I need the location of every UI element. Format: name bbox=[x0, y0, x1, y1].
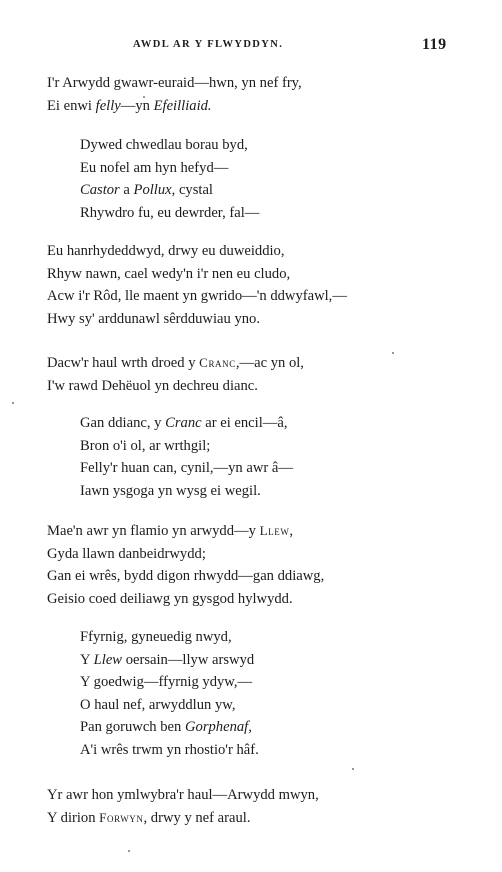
stanza bbox=[47, 784, 319, 829]
verse-line bbox=[80, 457, 293, 480]
stanza bbox=[80, 626, 259, 761]
verse-text: O haul nef, arwyddlun yw, bbox=[80, 696, 236, 713]
verse-line bbox=[80, 134, 259, 157]
verse-line bbox=[80, 157, 259, 180]
verse-line bbox=[80, 412, 293, 435]
verse-line bbox=[47, 285, 347, 308]
verse-line bbox=[80, 202, 259, 225]
verse-text: Mae'n awr yn flamio yn arwydd—y bbox=[47, 523, 260, 539]
verse-text: Gan ddianc, y bbox=[80, 415, 166, 431]
verse-line bbox=[47, 95, 302, 118]
verse-text: —yn bbox=[120, 97, 154, 114]
verse-line bbox=[47, 784, 319, 807]
verse-line bbox=[80, 739, 259, 762]
verse-line bbox=[80, 179, 259, 202]
verse-text: Hwy sy' arddunawl sêrdduwiau yno. bbox=[47, 310, 260, 327]
italic-word: Pollux bbox=[133, 182, 172, 198]
verse-text: Y bbox=[80, 651, 94, 668]
verse-text: Y dirion bbox=[47, 809, 100, 826]
verse-text: Pan goruwch ben bbox=[80, 719, 185, 735]
paper-speck bbox=[143, 96, 145, 98]
verse-line bbox=[47, 520, 324, 543]
stanza bbox=[47, 240, 347, 330]
italic-word: Gorphenaf, bbox=[184, 719, 252, 735]
verse-line bbox=[47, 588, 324, 611]
running-title: AWDL AR Y FLWYDDYN. bbox=[133, 39, 284, 50]
verse-text: Dacw'r haul wrth droed y bbox=[47, 355, 200, 371]
verse-text: Eu nofel am hyn hefyd— bbox=[80, 159, 229, 176]
verse-text: Geisio coed deiliawg yn gysgod hylwydd. bbox=[47, 590, 293, 607]
verse-text: Bron o'i ol, ar wrthgil; bbox=[80, 437, 211, 454]
verse-line bbox=[47, 263, 347, 286]
verse-line bbox=[80, 480, 293, 503]
verse-text: Iawn ysgoga yn wysg ei wegil. bbox=[80, 482, 261, 499]
verse-line bbox=[47, 375, 304, 398]
verse-text: Dywed chwedlau borau byd, bbox=[80, 137, 248, 153]
verse-text: Eu hanrhydeddwyd, drwy eu duweiddio, bbox=[47, 243, 285, 259]
verse-text: Yr awr hon ymlwybra'r haul—Arwydd mwyn, bbox=[47, 787, 319, 803]
stanza bbox=[80, 134, 259, 224]
italic-word: Cranc bbox=[165, 415, 202, 431]
verse-line bbox=[47, 807, 319, 830]
verse-text: ar ei encil—â, bbox=[201, 415, 288, 431]
verse-text: Rhywdro fu, eu dewrder, fal— bbox=[80, 204, 260, 221]
verse-text: I'w rawd Dehëuol yn dechreu dianc. bbox=[47, 377, 258, 394]
verse-line bbox=[47, 240, 347, 263]
stanza bbox=[80, 412, 293, 502]
stanza bbox=[47, 520, 324, 610]
verse-text: oersain—llyw arswyd bbox=[122, 651, 255, 668]
small-caps-word: Llew bbox=[259, 523, 290, 538]
italic-word: Llew bbox=[93, 651, 123, 668]
verse-text: , drwy y nef araul. bbox=[143, 809, 251, 826]
verse-text: , bbox=[289, 523, 294, 539]
small-caps-word: Forwyn bbox=[99, 809, 144, 825]
italic-word: felly bbox=[95, 97, 121, 114]
verse-line bbox=[80, 694, 259, 717]
verse-text: Acw i'r Rôd, lle maent yn gwrido—'n ddwyfawl,— bbox=[47, 288, 347, 304]
verse-line bbox=[80, 435, 293, 458]
stanza bbox=[47, 352, 304, 397]
verse-text: Felly'r huan can, cynil,—yn awr â— bbox=[80, 460, 293, 476]
verse-text: A'i wrês trwm yn rhostio'r hâf. bbox=[80, 741, 259, 758]
verse-text: ,—ac yn ol, bbox=[235, 355, 304, 371]
verse-line bbox=[80, 649, 259, 672]
verse-line bbox=[80, 716, 259, 739]
verse-line bbox=[80, 671, 259, 694]
italic-word: Castor bbox=[80, 182, 120, 198]
verse-text: Y goedwig—ffyrnig ydyw,— bbox=[80, 674, 253, 690]
verse-text: , cystal bbox=[171, 182, 213, 198]
verse-text: I'r Arwydd gwawr-euraid—hwn, yn nef fry, bbox=[47, 75, 302, 91]
verse-text: Ei enwi bbox=[47, 97, 96, 114]
verse-text: Gyda llawn danbeidrwydd; bbox=[47, 545, 206, 562]
verse-line bbox=[47, 72, 302, 95]
verse-text: a bbox=[119, 182, 134, 198]
paper-speck bbox=[128, 850, 130, 852]
verse-line bbox=[47, 352, 304, 375]
paper-speck bbox=[12, 402, 14, 404]
verse-text: Ffyrnig, gyneuedig nwyd, bbox=[80, 629, 232, 645]
running-head bbox=[0, 36, 502, 56]
stanza bbox=[47, 72, 302, 117]
italic-word: Efeilliaid. bbox=[153, 97, 212, 114]
verse-line bbox=[80, 626, 259, 649]
paper-speck bbox=[392, 352, 394, 354]
small-caps-word: Cranc bbox=[199, 355, 236, 370]
paper-speck bbox=[352, 768, 354, 770]
page-number: 119 bbox=[422, 36, 447, 53]
verse-text: Rhyw nawn, cael wedy'n i'r nen eu cludo, bbox=[47, 265, 291, 282]
verse-line bbox=[47, 308, 347, 331]
verse-text: Gan ei wrês, bydd digon rhwydd—gan ddiawg, bbox=[47, 568, 325, 584]
verse-line bbox=[47, 565, 324, 588]
verse-line bbox=[47, 543, 324, 566]
